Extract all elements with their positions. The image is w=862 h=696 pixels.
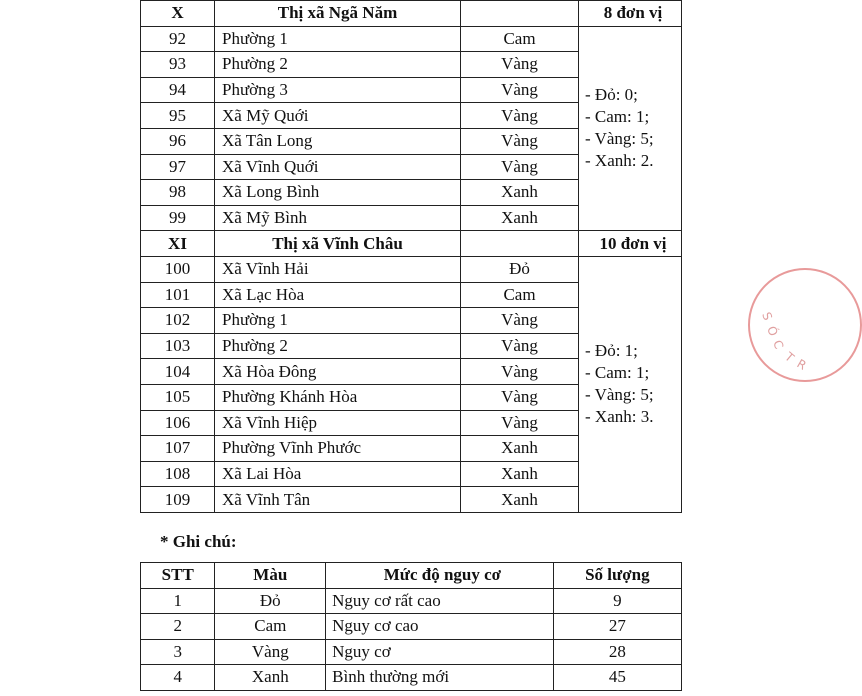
legend-color: Vàng	[215, 639, 326, 665]
row-commune-name: Phường 2	[215, 52, 461, 78]
summary-line: - Cam: 1;	[585, 107, 650, 127]
row-commune-name: Phường 1	[215, 308, 461, 334]
row-stt: 96	[141, 128, 215, 154]
row-stt: 107	[141, 436, 215, 462]
row-stt: 99	[141, 205, 215, 231]
row-commune-name: Xã Vĩnh Quới	[215, 154, 461, 180]
row-risk-color: Vàng	[461, 77, 579, 103]
legend-risk-level: Nguy cơ	[326, 639, 554, 665]
summary-line: - Đỏ: 1;	[585, 341, 638, 361]
row-risk-color: Đỏ	[461, 256, 579, 282]
row-commune-name: Xã Mỹ Bình	[215, 205, 461, 231]
section-empty-cell	[461, 1, 579, 27]
row-stt: 108	[141, 461, 215, 487]
district-risk-table	[140, 0, 682, 513]
row-risk-color: Xanh	[461, 205, 579, 231]
legend-risk-level: Nguy cơ cao	[326, 614, 554, 640]
section-empty-cell	[461, 231, 579, 257]
legend-body	[141, 588, 682, 690]
row-risk-color: Xanh	[461, 461, 579, 487]
row-commune-name: Phường Vĩnh Phước	[215, 436, 461, 462]
row-commune-name: Xã Vĩnh Hải	[215, 256, 461, 282]
row-risk-color: Vàng	[461, 359, 579, 385]
legend-stt: 2	[141, 614, 215, 640]
legend-row	[141, 639, 682, 665]
row-stt: 106	[141, 410, 215, 436]
legend-count: 45	[553, 665, 681, 691]
row-stt: 103	[141, 333, 215, 359]
svg-text:S: S	[759, 310, 775, 323]
svg-text:R: R	[794, 356, 809, 373]
table-row	[141, 256, 682, 282]
svg-text:C: C	[770, 338, 787, 351]
row-risk-color: Vàng	[461, 103, 579, 129]
row-risk-color: Xanh	[461, 487, 579, 513]
row-risk-color: Cam	[461, 26, 579, 52]
summary-line: - Vàng: 5;	[585, 129, 654, 149]
svg-text:Ó: Ó	[764, 324, 781, 338]
row-stt: 93	[141, 52, 215, 78]
row-commune-name: Xã Mỹ Quới	[215, 103, 461, 129]
row-stt: 92	[141, 26, 215, 52]
row-commune-name: Xã Vĩnh Tân	[215, 487, 461, 513]
row-risk-color: Xanh	[461, 180, 579, 206]
legend-color: Xanh	[215, 665, 326, 691]
legend-row	[141, 614, 682, 640]
legend-risk-level: Bình thường mới	[326, 665, 554, 691]
section-color-summary	[579, 256, 682, 512]
summary-line: - Xanh: 2.	[585, 151, 654, 171]
row-stt: 105	[141, 384, 215, 410]
summary-line: - Cam: 1;	[585, 363, 650, 383]
row-risk-color: Vàng	[461, 384, 579, 410]
legend-header-level: Mức độ nguy cơ	[326, 563, 554, 589]
row-commune-name: Phường Khánh Hòa	[215, 384, 461, 410]
legend-stt: 4	[141, 665, 215, 691]
section-header-row	[141, 231, 682, 257]
row-commune-name: Phường 3	[215, 77, 461, 103]
section-district-name: Thị xã Vĩnh Châu	[215, 231, 461, 257]
legend-count: 27	[553, 614, 681, 640]
row-risk-color: Cam	[461, 282, 579, 308]
section-roman-number: X	[141, 1, 215, 27]
legend-row	[141, 665, 682, 691]
svg-text:T: T	[782, 349, 797, 366]
row-stt: 95	[141, 103, 215, 129]
row-risk-color: Xanh	[461, 436, 579, 462]
legend-count: 9	[553, 588, 681, 614]
row-risk-color: Vàng	[461, 308, 579, 334]
row-commune-name: Xã Lạc Hòa	[215, 282, 461, 308]
legend-stt: 3	[141, 639, 215, 665]
legend-color: Đỏ	[215, 588, 326, 614]
row-commune-name: Phường 1	[215, 26, 461, 52]
section-color-summary	[579, 26, 682, 231]
row-risk-color: Vàng	[461, 154, 579, 180]
row-commune-name: Xã Hòa Đông	[215, 359, 461, 385]
row-stt: 101	[141, 282, 215, 308]
row-commune-name: Xã Vĩnh Hiệp	[215, 410, 461, 436]
row-commune-name: Xã Lai Hòa	[215, 461, 461, 487]
row-stt: 100	[141, 256, 215, 282]
legend-row	[141, 588, 682, 614]
section-header-row	[141, 1, 682, 27]
row-stt: 97	[141, 154, 215, 180]
row-stt: 104	[141, 359, 215, 385]
risk-legend-table	[140, 562, 682, 691]
table-row	[141, 26, 682, 52]
row-risk-color: Vàng	[461, 410, 579, 436]
summary-line: - Vàng: 5;	[585, 385, 654, 405]
section-unit-total: 10 đơn vị	[579, 231, 682, 257]
district-risk-table-body	[141, 1, 682, 513]
legend-header-stt: STT	[141, 563, 215, 589]
row-risk-color: Vàng	[461, 128, 579, 154]
row-stt: 109	[141, 487, 215, 513]
legend-risk-level: Nguy cơ rất cao	[326, 588, 554, 614]
legend-color: Cam	[215, 614, 326, 640]
legend-stt: 1	[141, 588, 215, 614]
row-commune-name: Xã Tân Long	[215, 128, 461, 154]
row-commune-name: Phường 2	[215, 333, 461, 359]
row-commune-name: Xã Long Bình	[215, 180, 461, 206]
row-stt: 102	[141, 308, 215, 334]
legend-header-row	[141, 563, 682, 589]
section-roman-number: XI	[141, 231, 215, 257]
summary-line: - Đỏ: 0;	[585, 85, 638, 105]
summary-line: - Xanh: 3.	[585, 407, 654, 427]
legend-header-color: Màu	[215, 563, 326, 589]
legend-count: 28	[553, 639, 681, 665]
seal-text-graphic	[750, 270, 860, 380]
section-unit-total: 8 đơn vị	[579, 1, 682, 27]
official-seal-stamp	[748, 268, 862, 382]
row-stt: 98	[141, 180, 215, 206]
note-title: * Ghi chú:	[160, 532, 237, 551]
section-district-name: Thị xã Ngã Năm	[215, 1, 461, 27]
row-stt: 94	[141, 77, 215, 103]
legend-header-count: Số lượng	[553, 563, 681, 589]
row-risk-color: Vàng	[461, 333, 579, 359]
row-risk-color: Vàng	[461, 52, 579, 78]
